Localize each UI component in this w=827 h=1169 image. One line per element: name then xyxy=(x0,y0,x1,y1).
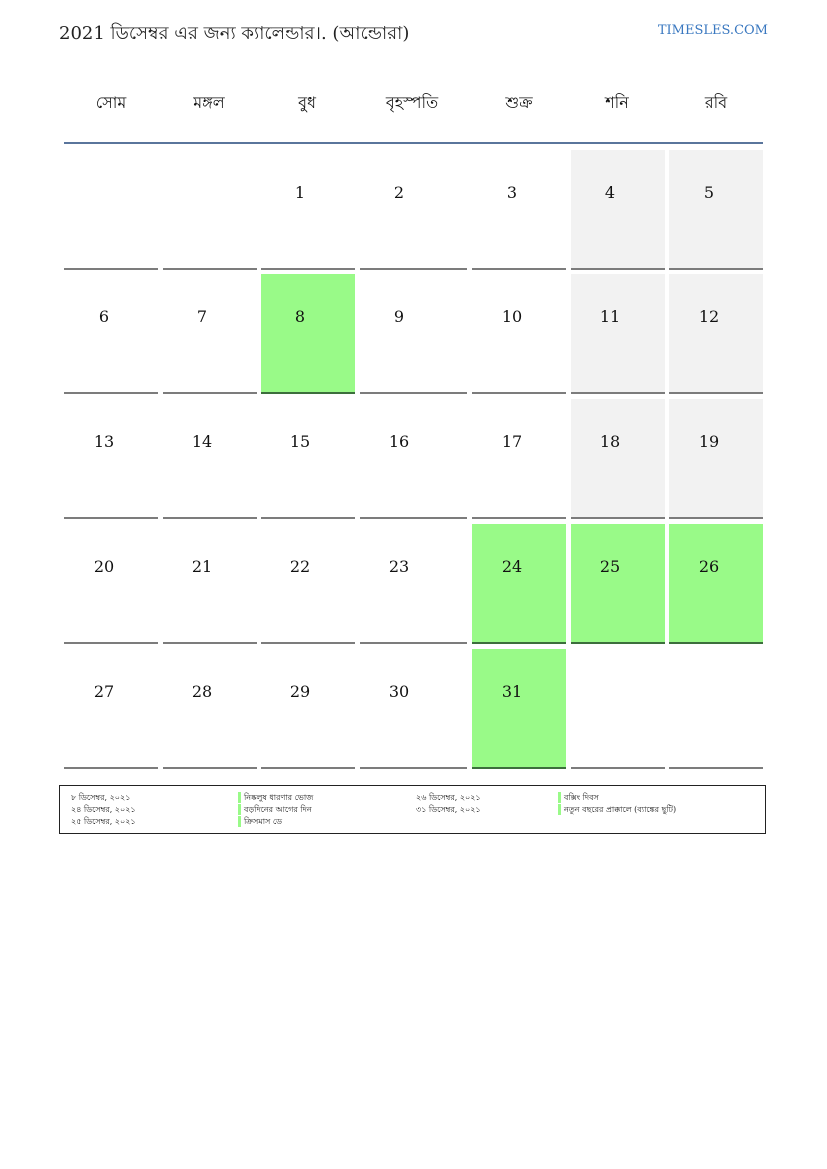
site-link[interactable]: TIMESLES.COM xyxy=(657,23,768,38)
day-cell[interactable] xyxy=(472,274,566,394)
legend-date: ২৪ ডিসেম্বর, ২০২১ xyxy=(71,805,136,814)
day-number: 19 xyxy=(698,432,720,451)
day-number: 1 xyxy=(294,183,306,202)
weekday-header-row xyxy=(64,80,762,124)
holiday-day-cell[interactable] xyxy=(472,524,566,644)
day-cell[interactable] xyxy=(669,150,763,270)
day-cell[interactable] xyxy=(360,274,467,394)
day-number: 23 xyxy=(388,557,410,576)
empty-day-cell xyxy=(571,649,665,769)
day-cell[interactable] xyxy=(64,274,158,394)
day-number: 10 xyxy=(501,307,523,326)
day-number: 31 xyxy=(501,682,523,701)
day-cell[interactable] xyxy=(360,399,467,519)
legend-date: ২৫ ডিসেম্বর, ২০২১ xyxy=(71,817,136,826)
legend-holiday-name: ক্রিসমাস ডে xyxy=(238,816,282,829)
day-cell[interactable] xyxy=(163,399,257,519)
day-number: 27 xyxy=(93,682,115,701)
day-cell[interactable] xyxy=(360,150,467,270)
day-cell[interactable] xyxy=(261,649,355,769)
day-number: 29 xyxy=(289,682,311,701)
weekday-label: সোম xyxy=(95,93,127,112)
weekday-label: বৃহস্পতি xyxy=(385,93,439,112)
page-title: 2021 ডিসেম্বর এর জন্য ক্যালেন্ডার।. (আন্ডোরা) xyxy=(59,23,410,44)
day-number: 17 xyxy=(501,432,523,451)
legend-holiday-name: নতুন বছরের প্রাক্কালে (ব্যাঙ্কের ছুটি) xyxy=(558,804,676,817)
header-rule xyxy=(64,142,763,144)
day-cell[interactable] xyxy=(163,274,257,394)
day-number: 25 xyxy=(599,557,621,576)
day-cell[interactable] xyxy=(261,524,355,644)
day-number: 3 xyxy=(506,183,518,202)
holiday-day-cell[interactable] xyxy=(261,274,355,394)
empty-day-cell xyxy=(64,150,158,270)
day-number: 5 xyxy=(703,183,715,202)
day-number: 16 xyxy=(388,432,410,451)
holiday-day-cell[interactable] xyxy=(472,649,566,769)
weekday-label: শনি xyxy=(605,93,629,112)
legend-date: ৮ ডিসেম্বর, ২০২১ xyxy=(71,793,131,802)
day-cell[interactable] xyxy=(261,150,355,270)
day-cell[interactable] xyxy=(261,399,355,519)
day-number: 12 xyxy=(698,307,720,326)
day-number: 2 xyxy=(393,183,405,202)
legend-date: ৩১ ডিসেম্বর, ২০২১ xyxy=(416,805,481,814)
day-number: 18 xyxy=(599,432,621,451)
day-cell[interactable] xyxy=(571,399,665,519)
weekday-label: মঙ্গল xyxy=(193,93,225,112)
day-number: 13 xyxy=(93,432,115,451)
day-cell[interactable] xyxy=(472,150,566,270)
day-number: 6 xyxy=(98,307,110,326)
day-number: 11 xyxy=(599,307,621,326)
day-cell[interactable] xyxy=(360,524,467,644)
day-number: 22 xyxy=(289,557,311,576)
day-cell[interactable] xyxy=(669,274,763,394)
day-cell[interactable] xyxy=(64,649,158,769)
day-number: 28 xyxy=(191,682,213,701)
legend-holiday-name: বড়দিনের আগের দিন xyxy=(238,804,312,817)
day-cell[interactable] xyxy=(64,524,158,644)
day-cell[interactable] xyxy=(571,274,665,394)
day-number: 8 xyxy=(294,307,306,326)
day-cell[interactable] xyxy=(163,649,257,769)
legend-date: ২৬ ডিসেম্বর, ২০২১ xyxy=(416,793,481,802)
day-cell[interactable] xyxy=(360,649,467,769)
legend-holiday-name: নিষ্কলুষ ধারণার ভোজ xyxy=(238,792,313,805)
holiday-legend xyxy=(59,785,766,834)
day-cell[interactable] xyxy=(163,524,257,644)
day-number: 7 xyxy=(196,307,208,326)
weekday-label: রবি xyxy=(704,93,728,112)
day-number: 30 xyxy=(388,682,410,701)
day-cell[interactable] xyxy=(64,399,158,519)
day-cell[interactable] xyxy=(571,150,665,270)
day-number: 4 xyxy=(604,183,616,202)
holiday-day-cell[interactable] xyxy=(669,524,763,644)
day-number: 24 xyxy=(501,557,523,576)
weekday-label: বুধ xyxy=(298,93,316,112)
holiday-day-cell[interactable] xyxy=(571,524,665,644)
day-cell[interactable] xyxy=(472,399,566,519)
empty-day-cell xyxy=(669,649,763,769)
weekday-label: শুক্র xyxy=(505,93,533,112)
day-number: 15 xyxy=(289,432,311,451)
day-number: 14 xyxy=(191,432,213,451)
empty-day-cell xyxy=(163,150,257,270)
day-number: 9 xyxy=(393,307,405,326)
day-number: 20 xyxy=(93,557,115,576)
day-number: 21 xyxy=(191,557,213,576)
day-number: 26 xyxy=(698,557,720,576)
legend-holiday-name: বক্সিং দিবস xyxy=(558,792,599,805)
day-cell[interactable] xyxy=(669,399,763,519)
